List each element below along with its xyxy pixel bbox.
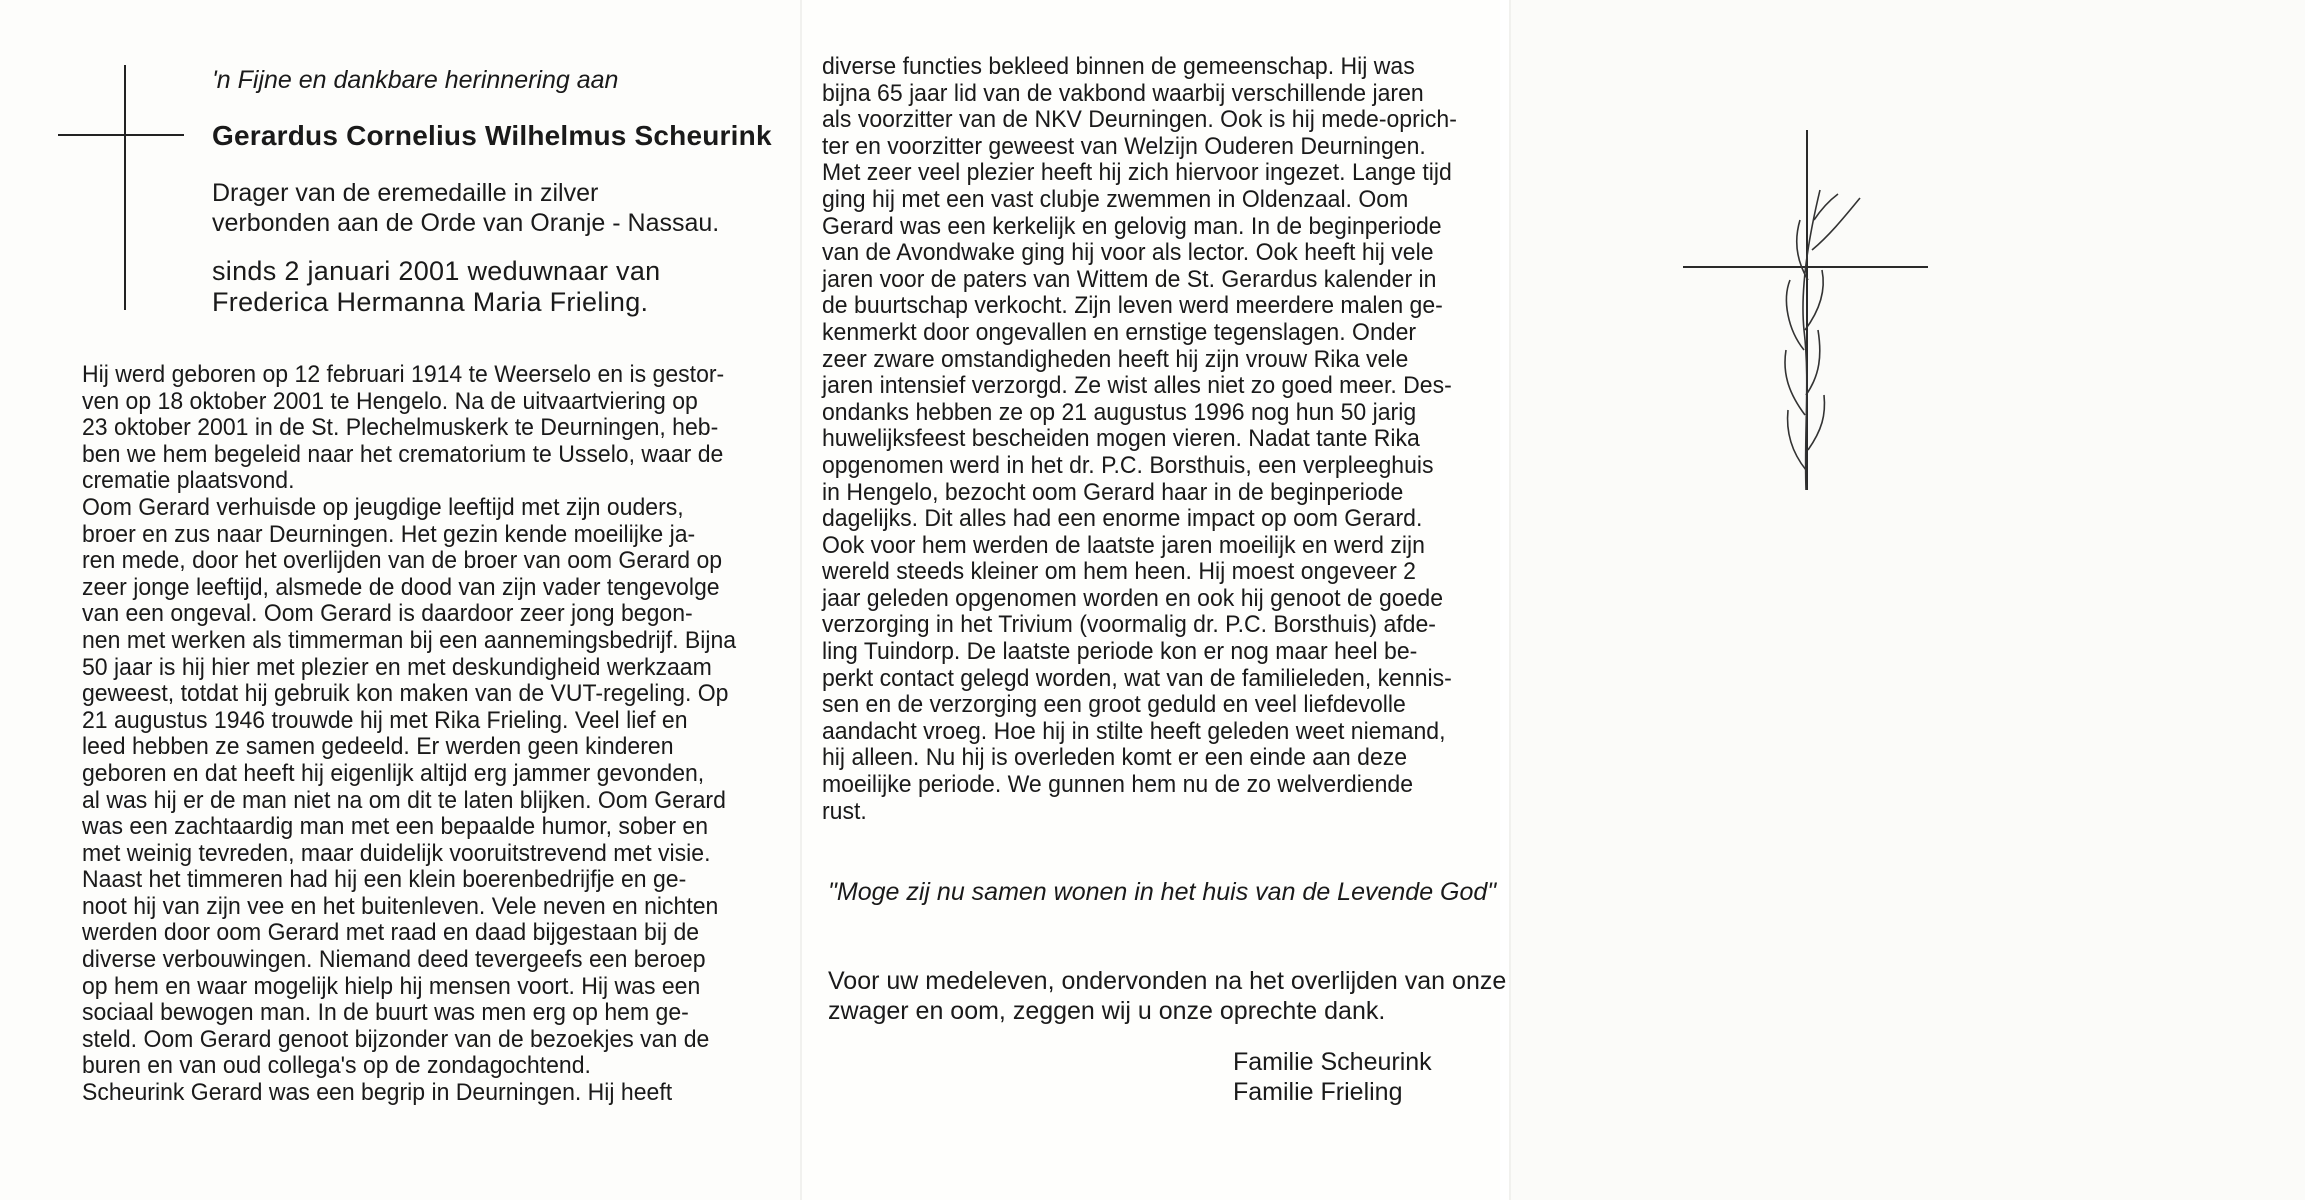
family-signatures [1233,1047,1432,1107]
biography-line: jaar geleden opgenomen worden en ook hij genoot de goede [822,584,1444,612]
biography-line: aandacht vroeg. Hoe hij in stilte heeft geleden weet niemand, [822,717,1446,745]
widower-text [212,256,661,318]
biography-line: ven op 18 oktober 2001 te Hengelo. Na de uitvaartviering op [82,387,698,415]
thanks-text [828,966,1506,1026]
biography-line: sociaal bewogen man. In de buurt was men erg op hem ge- [82,999,689,1027]
biography-line: kenmerkt door ongevallen en ernstige tegenslagen. Onder [822,318,1417,346]
cross-icon-horizontal [58,134,184,136]
biography-line: de buurtschap verkocht. Zijn leven werd meerdere malen ge- [822,292,1443,320]
biography-line: Oom Gerard verhuisde op jeugdige leeftijd met zijn ouders, [82,493,684,521]
signature-line: Familie Scheurink [1233,1048,1432,1076]
biography-line: was een zachtaardig man met een bepaalde humor, sober en [82,813,709,841]
intro-line: 'n Fijne en dankbare herinnering aan [212,66,619,94]
leaf [1788,410,1806,470]
biography-line: op hem en waar mogelijk hielp hij mensen voort. Hij was een [82,972,701,1000]
biography-line: in Hengelo, bezocht oom Gerard haar in de beginperiode [822,478,1404,506]
biography-line: zeer zware omstandigheden heeft hij zijn vrouw Rika vele [822,345,1409,373]
leaf [1808,395,1824,450]
biography-line: 21 augustus 1946 trouwde hij met Rika Frieling. Veel lief en [82,706,688,734]
biography-line: 23 oktober 2001 in de St. Plechelmuskerk te Deurningen, heb- [82,414,719,442]
biography-line: diverse functies bekleed binnen de gemeenschap. Hij was [822,53,1415,80]
biography-line: zeer jonge leeftijd, alsmede de dood van zijn vader tengevolge [82,573,720,601]
biography-line: ren mede, door het overlijden van de broer van oom Gerard op [82,547,723,575]
closing-quote: "Moge zij nu samen wonen in het huis van de Levende God" [828,878,1497,906]
signature-line: Familie Frieling [1233,1078,1403,1106]
leaf [1812,198,1860,250]
biography-line: Ook voor hem werden de laatste jaren moeilijk en werd zijn [822,531,1425,559]
cross-icon-vertical [124,65,126,310]
biography-line: buren en van oud collega's op de zondagochtend. [82,1052,591,1080]
widower-line: Frederica Hermanna Maria Frieling. [212,287,649,317]
biography-line: hij alleen. Nu hij is overleden komt er een einde aan deze [822,744,1408,772]
biography-line: ben we hem begeleid naar het crematorium te Usselo, waar de [82,440,724,468]
cover-panel [1510,0,2305,1200]
biography-line: crematie plaatsvond. [82,467,295,495]
medal-line: Drager van de eremedaille in zilver [212,179,599,207]
leaf [1785,350,1805,415]
leaf [1786,280,1804,350]
biography-line: wereld steeds kleiner om hem heen. Hij moest ongeveer 2 [822,558,1416,586]
deceased-name: Gerardus Cornelius Wilhelmus Scheurink [212,120,772,151]
biography-line: Gerard was een kerkelijk en gelovig man. In de beginperiode [822,212,1442,240]
biography-line: diverse verbouwingen. Niemand deed tevergeefs een beroep [82,946,706,974]
biography-line: rust. [822,797,867,825]
biography-line: Scheurink Gerard was een begrip in Deurningen. Hij heeft [82,1079,673,1107]
biography-line: ging hij met een vast clubje zwemmen in Oldenzaal. Oom [822,185,1409,213]
biography-line: werden door oom Gerard met raad en daad bijgestaan bij de [82,919,700,947]
fold-line [1509,0,1511,1200]
biography-line: jaren voor de paters van Wittem de St. Gerardus kalender in [822,265,1437,293]
biography-line: moeilijke periode. We gunnen hem nu de zo welverdiende [822,771,1414,799]
biography-line: huwelijksfeest bescheiden mogen vieren. Nadat tante Rika [822,425,1420,453]
biography-line: met weinig tevreden, maar duidelijk vooruitstrevend met visie. [82,839,711,867]
biography-line: Hij werd geboren op 12 februari 1914 te Weerselo en is gestor- [82,361,725,388]
biography-line: sen en de verzorging een groot geduld en veel liefdevolle [822,691,1406,719]
biography-line: van de Avondwake ging hij voor als lector. Ook heeft hij vele [822,239,1434,267]
biography-left [82,362,746,1107]
biography-line: verzorging in het Trivium (voormalig dr. P.C. Borsthuis) afde- [822,611,1436,639]
biography-line: nen met werken als timmerman bij een aannemingsbedrijf. Bijna [82,626,737,654]
biography-middle [822,53,1457,825]
biography-line: leed hebben ze samen gedeeld. Er werden geen kinderen [82,733,674,761]
biography-line: bijna 65 jaar lid van de vakbond waarbij verschillende jaren [822,79,1424,107]
biography-line: al was hij er de man niet na om dit te laten blijken. Oom Gerard [82,786,726,814]
biography-line: jaren intensief verzorgd. Ze wist alles niet zo goed meer. Des- [822,372,1452,400]
medal-line: verbonden aan de Orde van Oranje - Nassau. [212,209,720,237]
left-panel [0,0,800,1200]
medal-text [212,178,719,238]
branch-icon [1760,180,1870,490]
biography-line: ter en voorzitter geweest van Welzijn Ouderen Deurningen. [822,132,1426,160]
biography-line: steld. Oom Gerard genoot bijzonder van de bezoekjes van de [82,1025,710,1053]
biography-line: Naast het timmeren had hij een klein boerenbedrijfje en ge- [82,866,687,894]
biography-line: dagelijks. Dit alles had een enorme impact op oom Gerard. [822,505,1423,533]
thanks-line: zwager en oom, zeggen wij u onze oprechte dank. [828,997,1386,1025]
biography-line: opgenomen werd in het dr. P.C. Borsthuis, een verpleeghuis [822,451,1434,479]
leaf [1797,220,1808,280]
biography-line: van een ongeval. Oom Gerard is daardoor zeer jong begon- [82,600,693,628]
biography-line: 50 jaar is hij hier met plezier en met deskundigheid werkzaam [82,653,712,681]
biography-line: als voorzitter van de NKV Deurningen. Ook is hij mede-oprich- [822,106,1457,134]
biography-line: Met zeer veel plezier heeft hij zich hiervoor ingezet. Lange tijd [822,159,1452,187]
biography-line: ling Tuindorp. De laatste periode kon er nog maar heel be- [822,638,1418,666]
fold-line [800,0,802,1200]
biography-line: geweest, totdat hij gebruik kon maken van de VUT-regeling. Op [82,680,729,708]
leaf [1806,330,1820,395]
widower-line: sinds 2 januari 2001 weduwnaar van [212,256,661,286]
biography-line: perkt contact gelegd worden, wat van de familieleden, kennis- [822,664,1452,692]
biography-line: broer en zus naar Deurningen. Het gezin kende moeilijke ja- [82,520,696,548]
thanks-line: Voor uw medeleven, ondervonden na het overlijden van onze [828,967,1507,995]
biography-line: noot hij van zijn vee en het buitenleven. Vele neven en nichten [82,892,719,920]
biography-line: geboren en dat heeft hij eigenlijk altijd erg jammer gevonden, [82,759,705,787]
biography-line: ondanks hebben ze op 21 augustus 1996 nog hun 50 jarig [822,398,1417,426]
